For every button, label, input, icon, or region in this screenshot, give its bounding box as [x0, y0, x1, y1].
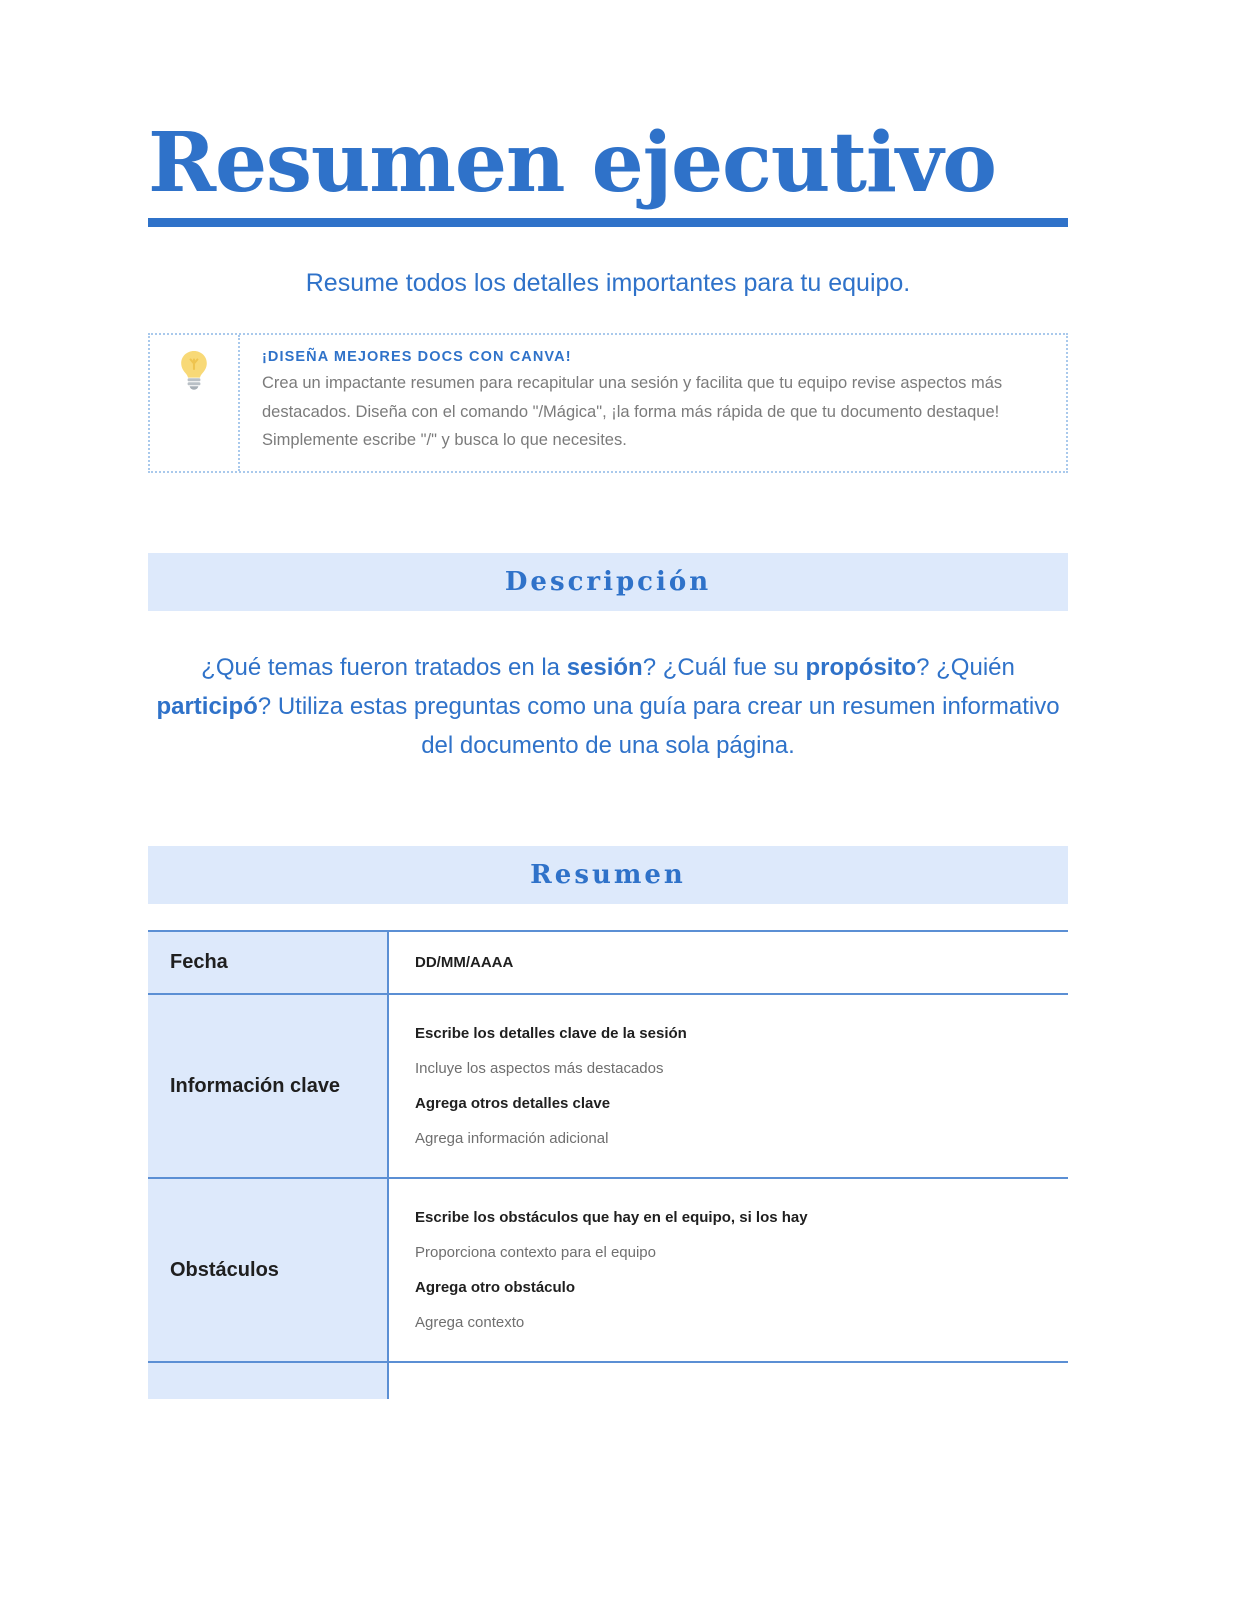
- table-row: [148, 1178, 1068, 1362]
- callout-text-column: [240, 335, 1066, 470]
- list-item-muted[interactable]: Agrega información adicional: [415, 1130, 609, 1147]
- table-row-label-cell[interactable]: [148, 1362, 388, 1399]
- list-item-muted[interactable]: Incluye los aspectos más destacados: [415, 1060, 664, 1077]
- table-row-label-cell[interactable]: [148, 931, 388, 994]
- table-row-label-cell[interactable]: [148, 994, 388, 1178]
- table-row-value-cell[interactable]: [388, 1362, 1068, 1399]
- table-row-label-cell[interactable]: [148, 1178, 388, 1362]
- section-band-descripcion: [148, 553, 1068, 611]
- table-row: [148, 1362, 1068, 1399]
- table-row: [148, 931, 1068, 994]
- page-title: Resumen ejecutivo: [148, 115, 996, 211]
- emphasis-text: participó: [156, 693, 258, 721]
- body-text: ? ¿Cuál fue su: [642, 654, 806, 682]
- description-paragraph: [148, 611, 1068, 766]
- body-text: ? Utiliza estas preguntas como una guía para crear un resumen informativo del documento de una sola página.: [257, 693, 1060, 760]
- callout-heading: ¡DISEÑA MEJORES DOCS CON CANVA!: [262, 349, 572, 366]
- list-item-strong[interactable]: DD/MM/AAAA: [415, 954, 514, 971]
- table-row: [148, 994, 1068, 1178]
- list-item-muted[interactable]: Proporciona contexto para el equipo: [415, 1244, 656, 1261]
- document-content: [148, 0, 1068, 1399]
- table-row-value-cell[interactable]: [388, 931, 1068, 994]
- lightbulb-icon: [177, 349, 211, 391]
- list-item-muted[interactable]: Agrega contexto: [415, 1314, 525, 1331]
- table-row-value-cell[interactable]: [388, 1178, 1068, 1362]
- list-item-strong[interactable]: Escribe los detalles clave de la sesión: [415, 1025, 687, 1042]
- table-row-label: Obstáculos: [170, 1258, 279, 1281]
- page-subtitle: Resume todos los detalles importantes para tu equipo.: [305, 268, 911, 297]
- list-item-strong[interactable]: Agrega otros detalles clave: [415, 1095, 611, 1112]
- table-row-label: Fecha: [170, 951, 228, 973]
- section-band-label: Resumen: [530, 860, 686, 890]
- emphasis-text: propósito: [805, 654, 917, 682]
- callout-icon-column: [150, 335, 240, 471]
- table-row-label: Información clave: [170, 1074, 341, 1097]
- title-underline: [148, 218, 1068, 227]
- section-band-resumen: [148, 846, 1068, 904]
- summary-table: [148, 930, 1068, 1399]
- emphasis-text: sesión: [566, 654, 643, 682]
- list-item-strong[interactable]: Agrega otro obstáculo: [415, 1279, 576, 1296]
- body-text: ? ¿Quién: [916, 654, 1015, 682]
- list-item-strong[interactable]: Escribe los obstáculos que hay en el equipo, si los hay: [415, 1209, 808, 1226]
- body-text: ¿Qué temas fueron tratados en la: [201, 654, 567, 682]
- tip-callout: [148, 333, 1068, 473]
- section-band-label: Descripción: [504, 567, 712, 598]
- table-row-value-cell[interactable]: [388, 994, 1068, 1178]
- callout-body: Crea un impactante resumen para recapitular una sesión y facilita que tu equipo revise aspectos más destacados. Diseña con el comando "/Mágica", ¡la forma más rápida de que tu documento destaque! Simplemente escribe "/" y busca lo que necesites.: [262, 374, 1003, 450]
